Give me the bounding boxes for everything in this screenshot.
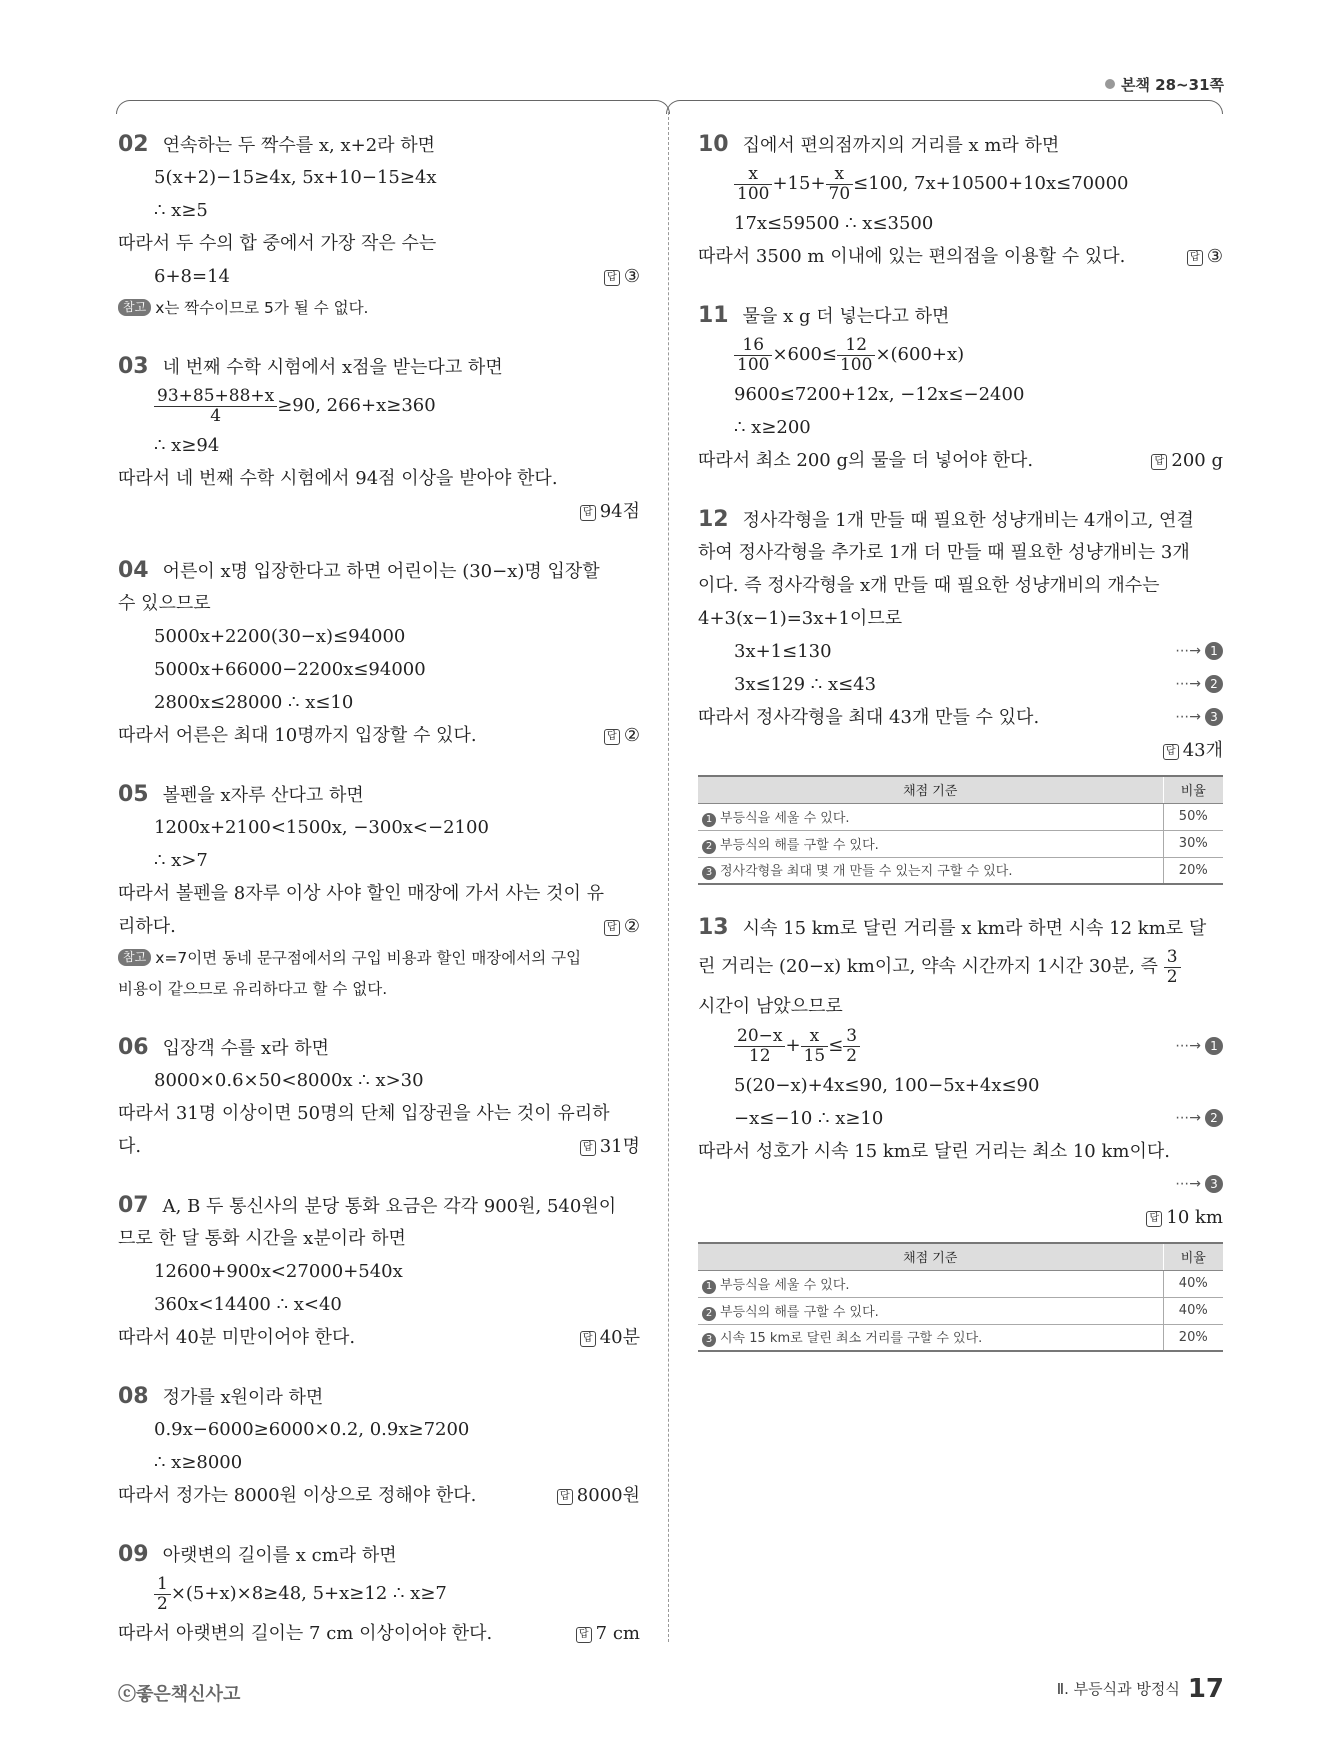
step-marker: ⋯→ 2 xyxy=(1175,1102,1223,1135)
fraction: $\frac{93+85+88+x}{4}$ xyxy=(154,387,277,425)
answer: 답 40분 xyxy=(580,1321,640,1354)
answer: 답 ② xyxy=(604,910,640,943)
answer: 답 ③ xyxy=(604,260,640,293)
table-row: 1 부등식을 세울 수 있다. 40% xyxy=(698,1270,1223,1297)
column-divider xyxy=(668,112,669,1642)
problem-13: 13 시속 15 km로 달린 거리를 x km라 하면 시속 12 km로 달 린 거리는 (20−x) km이고, 약속 시간까지 1시간 30분, 즉 $\frac{3}{2}$ 시간이 남았으므로 $\frac{20-x}{12}$ + $\frac{x}{15}$ ≤ $\frac{3}{2}$ ⋯→ 1 5(20−x)+4x≤90, 100−5x+4x≤90 −x≤−10 ∴ x≥10 ⋯→ 2 따라서 성호가 시속 15 km로 달린 거리는 최소 10 km이다. ⋯→ 3 답 10 km xyxy=(698,911,1223,1234)
problem-06: 06 입장객 수를 x라 하면 8000×0.6×50<8000x ∴ x>30 따라서 31명 이상이면 50명의 단체 입장권을 사는 것이 유리하 다. 답 31명 xyxy=(118,1031,640,1163)
note: 참고 x=7이면 동네 문구점에서의 구입 비용과 할인 매장에서의 구입 xyxy=(118,943,640,974)
problem-09: 09 아랫변의 길이를 x cm라 하면 $\frac{1}{2}$ ×(5+x)×8≥48, 5+x≥12 ∴ x≥7 따라서 아랫변의 길이는 7 cm 이상이어야 한다. 답 7 cm xyxy=(118,1538,640,1650)
answer: 답 43개 xyxy=(1163,734,1223,767)
answer: 답 ③ xyxy=(1187,240,1223,273)
problem-11: 11 물을 x g 더 넣는다고 하면 $\frac{16}{100}$ ×600≤ $\frac{12}{100}$ ×(600+x) 9600≤7200+12x, −12x≤−2400 ∴ x≥200 따라서 최소 200 g의 물을 더 넣어야 한다. 답 200 g xyxy=(698,299,1223,477)
answer: 답 31명 xyxy=(580,1130,640,1163)
answer: 답 94점 xyxy=(580,495,640,528)
fraction: $\frac{1}{2}$ xyxy=(154,1575,171,1613)
grading-table-13: 채점 기준 비율 1 부등식을 세울 수 있다. 40% 2 부등식의 해를 구할 수 있다. 40% 3 시속 15 km로 달린 최소 거리를 구할 수 있다. 20% xyxy=(698,1242,1223,1352)
table-row: 3 시속 15 km로 달린 최소 거리를 구할 수 있다. 20% xyxy=(698,1324,1223,1351)
right-column xyxy=(698,128,1223,1352)
publisher-logo: ⓒ좋은책신사고 xyxy=(118,1684,241,1705)
problem-07: 07 A, B 두 통신사의 분당 통화 요금은 각각 900원, 540원이 므로 한 달 통화 시간을 x분이라 하면 12600+900x<27000+540x 360x<14400 ∴ x<40 따라서 40분 미만이어야 한다. 답 40분 xyxy=(118,1189,640,1354)
step-marker: ⋯→ 1 xyxy=(1175,635,1223,668)
bullet-icon xyxy=(1105,79,1115,89)
right-frame xyxy=(666,100,1223,114)
answer: 답 7 cm xyxy=(576,1617,640,1650)
step-marker: ⋯→ 1 xyxy=(1175,1023,1223,1069)
table-row: 2 부등식의 해를 구할 수 있다. 40% xyxy=(698,1297,1223,1324)
answer: 답 200 g xyxy=(1151,444,1223,477)
left-column xyxy=(118,128,640,1650)
answer: 답 ② xyxy=(604,719,640,752)
table-row: 2 부등식의 해를 구할 수 있다. 30% xyxy=(698,830,1223,857)
page-footer: Ⅱ. 부등식과 방정식 17 xyxy=(1056,1674,1224,1704)
problem-04: 04 어른이 x명 입장한다고 하면 어린이는 (30−x)명 입장할 수 있으므로 5000x+2200(30−x)≤94000 5000x+66000−2200x≤94000 2800x≤28000 ∴ x≤10 따라서 어른은 최대 10명까지 입장할 수 있다. 답 ② xyxy=(118,554,640,752)
problem-08: 08 정가를 x원이라 하면 0.9x−6000≥6000×0.2, 0.9x≥7200 ∴ x≥8000 따라서 정가는 8000원 이상으로 정해야 한다. 답 8000원 xyxy=(118,1380,640,1512)
grading-table-12: 채점 기준 비율 1 부등식을 세울 수 있다. 50% 2 부등식의 해를 구할 수 있다. 30% 3 정사각형을 최대 몇 개 만들 수 있는지 구할 수 있다. 20% xyxy=(698,775,1223,885)
problem-03: 03 네 번째 수학 시험에서 x점을 받는다고 하면 $\frac{93+85+88+x}{4}$ ≥90, 266+x≥360 ∴ x≥94 따라서 네 번째 수학 시험에서 94점 이상을 받아야 한다. 답 94점 xyxy=(118,350,640,528)
table-row: 3 정사각형을 최대 몇 개 만들 수 있는지 구할 수 있다. 20% xyxy=(698,857,1223,884)
step-marker: ⋯→ 2 xyxy=(1175,668,1223,701)
page-reference: 본책 28~31쪽 xyxy=(1105,74,1224,95)
problem-02: 02 연속하는 두 짝수를 x, x+2라 하면 5(x+2)−15≥4x, 5x+10−15≥4x ∴ x≥5 따라서 두 수의 합 중에서 가장 작은 수는 6+8=14 답 ③ 참고 x는 짝수이므로 5가 될 수 없다. xyxy=(118,128,640,324)
answer: 답 10 km xyxy=(1146,1201,1223,1234)
answer: 답 8000원 xyxy=(557,1479,640,1512)
step-marker: ⋯→ 3 xyxy=(1175,701,1223,734)
problem-05: 05 볼펜을 x자루 산다고 하면 1200x+2100<1500x, −300x<−2100 ∴ x>7 따라서 볼펜을 8자루 이상 사야 할인 매장에 가서 사는 것이 유 리하다. 답 ② 참고 x=7이면 동네 문구점에서의 구입 비용과 할인 매장에서의 구입 비용이 같으므로 유리하다고 할 수 없다. xyxy=(118,782,640,998)
page-number: 17 xyxy=(1187,1674,1224,1704)
left-frame xyxy=(116,100,670,114)
step-marker: ⋯→ 3 xyxy=(1175,1168,1223,1201)
problem-10: 10 집에서 편의점까지의 거리를 x m라 하면 $\frac{x}{100}$ +15+ $\frac{x}{70}$ ≤100, 7x+10500+10x≤70000 17x≤59500 ∴ x≤3500 따라서 3500 m 이내에 있는 편의점을 이용할 수 있다. 답 ③ xyxy=(698,128,1223,273)
problem-number: 02 xyxy=(118,132,149,157)
answer-icon: 답 xyxy=(604,270,620,286)
table-row: 1 부등식을 세울 수 있다. 50% xyxy=(698,803,1223,830)
note: 참고 x는 짝수이므로 5가 될 수 없다. xyxy=(118,293,640,324)
problem-12: 12 정사각형을 1개 만들 때 필요한 성냥개비는 4개이고, 연결 하여 정사각형을 추가로 1개 더 만들 때 필요한 성냥개비는 3개 이다. 즉 정사각형을 x개 만들 때 필요한 성냥개비의 개수는 4+3(x−1)=3x+1이므로 3x+1≤130 ⋯→ 1 3x≤129 ∴ x≤43 ⋯→ 2 따라서 정사각형을 최대 43개 만들 수 있다. ⋯→ 3 답 43개 xyxy=(698,503,1223,767)
